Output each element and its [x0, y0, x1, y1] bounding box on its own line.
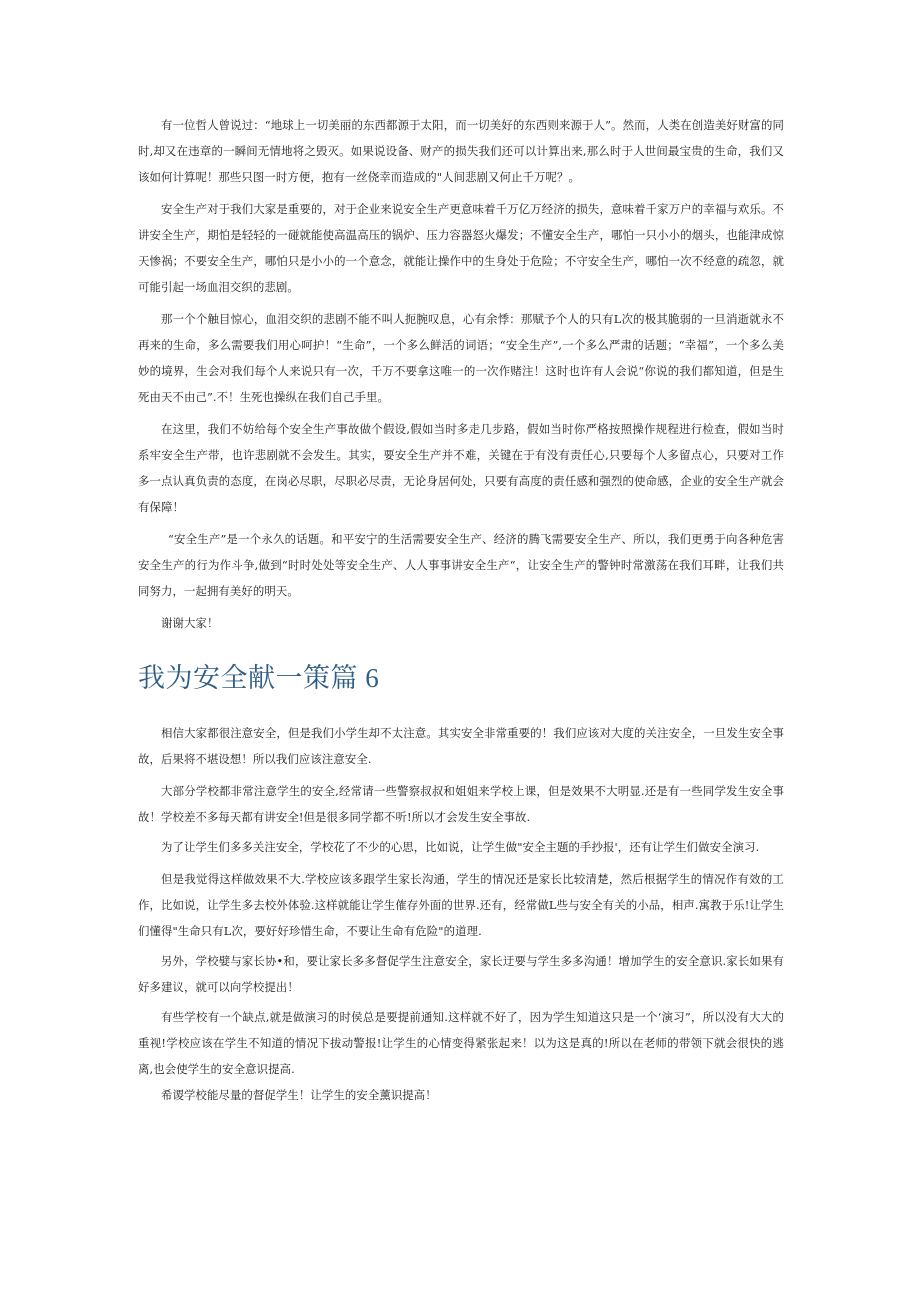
- paragraph-parent-cooperation: 另外，学校嬖与家长协•和，要让家长多多督促学生注意安全，家长迂要与学生多多沟通！增加学生的安全意识.家长如果有好多建议，就可以向学校提出！: [138, 954, 784, 994]
- paragraph-thanks: 谢谢大家！: [161, 616, 219, 630]
- paragraph-school-attention: 大部分学校都非常注意学生的安全,经常请一些警察叔叔和姐姐来学校上课，但是效果不大明显.还是有一些同学发生安全事故！学校差不多每天都有讲安全!但是很多同学都不听!所以才会发生安全事故.: [138, 784, 784, 824]
- paragraph-school-efforts: 为了让学生们多多关注安全，学校花了不少的心思，比如说，让学生做"安全主题的手抄报'，还有让学生们做安全演习.: [161, 840, 760, 854]
- paragraph-tragedy-and-life: 那一个个触目惊心，血泪交织的悲剧不能不叫人扼腕叹息，心有余悸：那赋予个人的只有L次的极其脆弱的一旦消逝就永不再来的生命，多么需要我们用心呵护！“生命”，一个多么鲜活的词语；“安全生产”,一个多么严肃的话题；“幸福”，一个多么美妙的境界，生会对我们每个人来说只有一次，千万不要拿这唯一的一次作赌注！这时也许有人会说“你说的我们都知道，但是生死由天不由己”.不！生死也操纵在我们自己手里。: [138, 312, 784, 404]
- paragraph-importance-of-safety: 安全生产对于我们大家是重要的，对于企业来说安全生产更意味着千万亿万经济的损失，意味着千家万户的幸福与欢乐。不讲安全生产，期怕是轻轻的一碰就能使高温高压的锅炉、压力容器怒火爆发；不懂安全生产，哪怕一只小小的烟头，也能津成惊天惨祸；不要安全生产，哪怕只是小小的一个意念，就能让操作中的生身处于危险；不守安全生产，哪怕一次不经意的疏忽，就可能引起一场血泪交织的悲剧。: [138, 202, 784, 294]
- paragraph-drill-shortcoming: 有些学校有一个缺点,就是做演习的时侯总是要提前通知.这样就不好了，因为学生知道这只是一个‘演习”，所以没有大大的重视!学校应该在学生不知道的情况下拔动警报!让学生的心情变得紧张起来！以为这是真的!所以在老师的带领下就会很快的逃离,也会使学生的安全意识提高.: [138, 1010, 784, 1076]
- paragraph-students-safety: 相信大家都很注意安全，但是我们小学生却不太注意。其实安全非常重要的！我们应该对大度的关注安全，一旦发生安全事故，后果将不堪设想！所以我们应该注意安全.: [138, 726, 784, 766]
- paragraph-eternal-topic: “安全生产”是一个永久的话题。和平安宁的生活需要安全生产、经济的腾飞需要安全生产、所以，我们更勇于向各种危害安全生产的行为作斗争,做到“时时处处等安全生产、人人事事讲安全生产“，让安全生产的警钟时常激荡在我们耳畔，让我们共同努力，一起拥有美好的明天。: [138, 532, 784, 598]
- paragraph-closing-hope: 希谡学校能尽量的督促学生！让学生的安全薰识提高！: [161, 1088, 437, 1102]
- paragraph-philosopher-quote: 有一位哲人曾说过：“地球上一切美丽的东西都源于太阳，而一切美好的东西则来源于人”。然而，人类在创造美好财富的同时,却又在违章的一瞬间无情地将之毁灭。如果说设备、财产的损失我们还可以计算出来,那么时于人世间最宝贵的生命，我们又该如何计算呢！那些只图一时方便，抱有一丝侥幸而造成的"人间悲剧又何止千万呢？。: [138, 118, 784, 184]
- document-page: [138, 112, 784, 1108]
- section-heading: 我为安全献一策篇 6: [138, 663, 380, 693]
- paragraph-parent-communication: 但是我觉得这样做效果不大.学校应该多跟学生家长沟通，学生的情况还是家长比较清楚，然后根据学生的情况作有效的工作，比如说，让学生多去校外体验.这样就能让学生傕存外面的世界.还有，经常做L些与安全有关的小品，相声.寓教于乐!让学生们懂得"生命只有L次，要好好珍惜生命，不要让生命有危险"的道理.: [138, 872, 784, 938]
- paragraph-hypothesis: 在这里，我们不妨给每个安全生产事故做个假设,假如当时多走几步路，假如当时你严格按照操作规程进行检查，假如当时系牢安全生产带，也许悲剧就不会发生。其实，要安全生产并不难，关键在于有没有责任心,只要每个人多留点心，只要对工作多一点认真负责的态度，在岗必尽职，尽职必尽责，无论身居何处，只要有高度的责任感和强烈的使命感，企业的安全生产就会有保障！: [138, 422, 784, 514]
